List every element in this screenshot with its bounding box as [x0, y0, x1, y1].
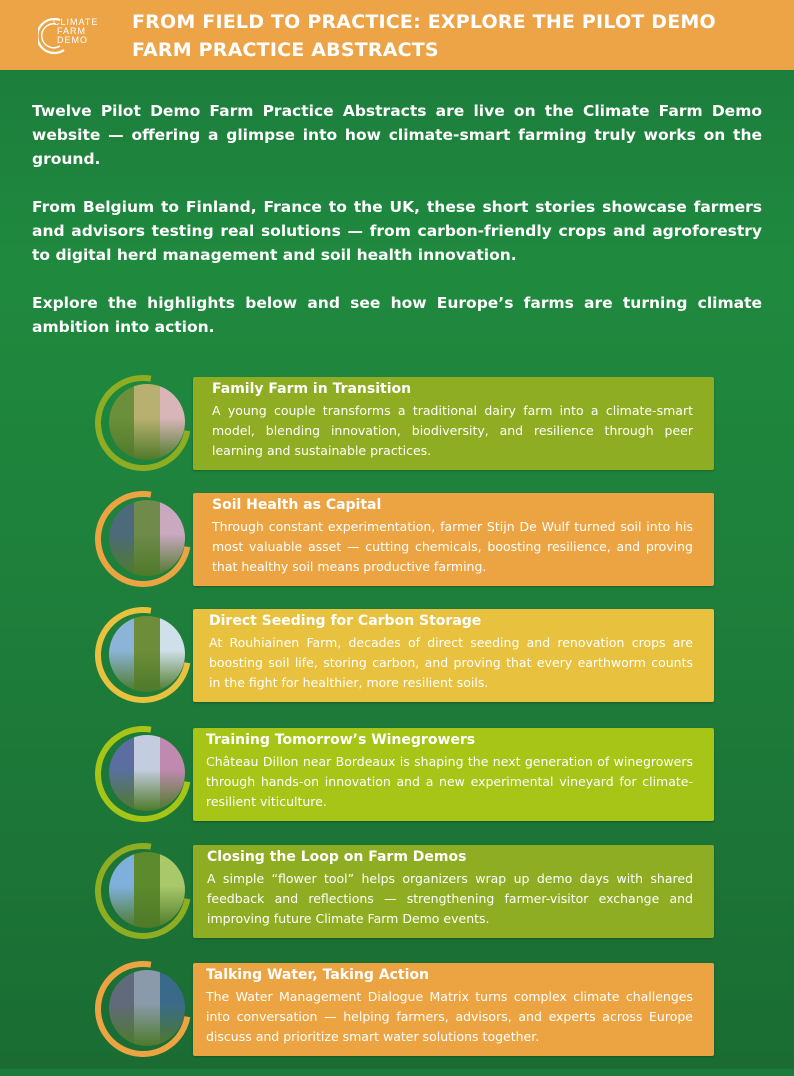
card-description: A simple “flower tool” helps organizers wrap up demo days with shared feedback and reflections — strengthening farmer-visitor exchange and improving future Climate Farm Demo events.: [207, 871, 693, 926]
card-title: Talking Water, Taking Action: [206, 967, 429, 983]
practice-card[interactable]: [193, 845, 714, 938]
card-description: The Water Management Dialogue Matrix turns complex climate challenges into conversation — helping farmers, advisors, and experts across Europe discuss and prioritize smart water solutions together.: [206, 989, 693, 1044]
water-infrastructure-photo: [109, 970, 185, 1046]
seeding-field-photo: [109, 616, 185, 692]
practice-card[interactable]: [193, 377, 714, 470]
farmer-field-photo: [109, 500, 185, 576]
card-description: A young couple transforms a traditional dairy farm into a climate-smart model, blending innovation, biodiversity, and resilience through peer learning and sustainable practices.: [212, 403, 693, 458]
practice-card[interactable]: [193, 493, 714, 586]
logo-line-3: DEMO: [57, 35, 88, 45]
intro-paragraph-1: Twelve Pilot Demo Farm Practice Abstracts are live on the Climate Farm Demo website — offering a glimpse into how climate-smart farming truly works on the ground.: [32, 102, 762, 168]
card-title: Soil Health as Capital: [212, 497, 382, 513]
logo-line-1: CLIMATE: [53, 17, 99, 27]
card-title: Direct Seeding for Carbon Storage: [209, 613, 482, 629]
page-title: FROM FIELD TO PRACTICE: EXPLORE THE PILOT DEMO FARM PRACTICE ABSTRACTS: [132, 11, 716, 61]
practice-card[interactable]: [193, 609, 714, 702]
practice-card[interactable]: [193, 728, 714, 821]
header-banner: [0, 0, 794, 70]
intro-paragraph-2: From Belgium to Finland, France to the UK, these short stories showcase farmers and advisors testing real solutions — from carbon-friendly crops and agroforestry to digital herd management and soil health innovation.: [32, 198, 762, 264]
card-description: Château Dillon near Bordeaux is shaping the next generation of winegrowers through hands-on innovation and a new experimental vineyard for climate-resilient viticulture.: [206, 754, 693, 809]
card-description: Through constant experimentation, farmer Stijn De Wulf turned soil into his most valuable asset — cutting chemicals, boosting resilience, and proving that healthy soil means productive farming.: [212, 519, 693, 574]
card-description: At Rouhiainen Farm, decades of direct seeding and renovation crops are boosting soil life, storing carbon, and proving that every earthworm counts in the fight for healthier, more resilient soils.: [209, 635, 693, 690]
logo-wordmark: [53, 18, 98, 45]
logo-line-2: FARM: [57, 26, 87, 36]
practice-card[interactable]: [193, 963, 714, 1056]
flower-field-photo: [109, 852, 185, 928]
card-title: Family Farm in Transition: [212, 381, 412, 397]
farm-landscape-photo: [109, 384, 185, 460]
card-title: Training Tomorrow’s Winegrowers: [206, 732, 476, 748]
climate-farm-demo-logo: [38, 12, 118, 62]
card-title: Closing the Loop on Farm Demos: [207, 849, 467, 865]
intro-paragraph-3: Explore the highlights below and see how Europe’s farms are turning climate ambition into action.: [32, 294, 762, 336]
vineyard-students-photo: [109, 735, 185, 811]
